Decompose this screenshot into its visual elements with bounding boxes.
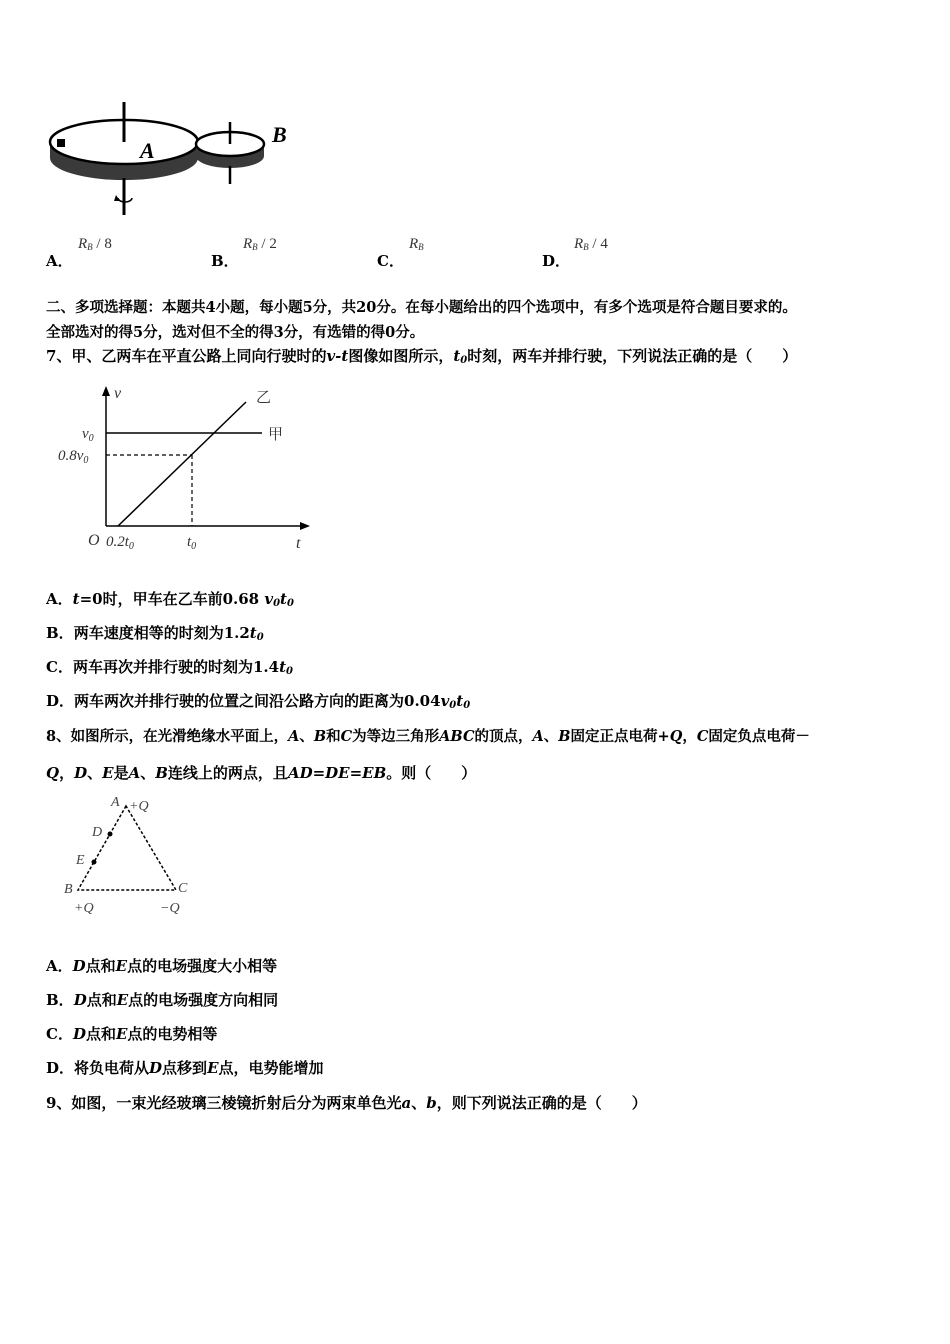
vertex-a: A — [111, 795, 120, 810]
t0-label: $t_0$ — [187, 534, 197, 552]
q6-options — [46, 236, 906, 270]
q7-option-b[interactable]: B．两车速度相等的时刻为$1.2t_0$ — [46, 624, 264, 643]
origin-label: O — [88, 532, 100, 549]
option-suffix: / 8 — [92, 236, 112, 252]
charge-a: +Q — [129, 799, 149, 814]
q6-disc-figure — [44, 100, 304, 220]
option-var: R — [409, 236, 419, 252]
q8-stem-line2: Q，D、E是A、B连线上的两点，且AD=DE=EB。则（ ） — [46, 764, 477, 782]
q6-label-b: B — [272, 122, 287, 147]
q7-vt-graph — [52, 380, 322, 555]
t02-label: $0.2t_0$ — [106, 534, 134, 552]
option-var: R — [78, 236, 88, 252]
vertex-b: B — [64, 882, 73, 897]
point-e: E — [76, 853, 85, 868]
option-sub: B — [252, 242, 258, 252]
v08-label: $0.8v_0$ — [58, 448, 89, 466]
option-sub: B — [418, 242, 424, 252]
q7-option-a[interactable]: A．t=0时，甲车在乙车前0.68 $v_0t_0$ — [46, 590, 294, 609]
q7-stem: 7、甲、乙两车在平直公路上同向行驶时的v-t图像如图所示，$t_0$时刻，两车并排行驶，下列说法正确的是（ ） — [46, 347, 798, 366]
q8-option-b[interactable]: B．D点和E点的电场强度方向相同 — [46, 991, 279, 1009]
section2-line1: 二、多项选择题：本题共4小题，每小题5分，共20分。在每小题给出的四个选项中，有多个选项是符合题目要求的。 — [46, 299, 797, 316]
option-var: R — [243, 236, 253, 252]
option-var: R — [574, 236, 584, 252]
jia-label: 甲 — [268, 425, 284, 443]
option-label: C． — [377, 252, 404, 270]
q8-option-a[interactable]: A．D点和E点的电场强度大小相等 — [46, 957, 278, 975]
option-label: B． — [211, 252, 239, 270]
q7-option-d[interactable]: D．两车两次并排行驶的位置之间沿公路方向的距离为$0.04v_0t_0$ — [46, 692, 471, 711]
option-suffix: / 2 — [257, 236, 277, 252]
option-label: D． — [542, 252, 571, 270]
option-label: A． — [46, 252, 73, 270]
option-sub: B — [87, 242, 93, 252]
q8-option-c[interactable]: C．D点和E点的电势相等 — [46, 1025, 218, 1043]
option-suffix: / 4 — [588, 236, 608, 252]
q8-stem-line1: 8、如图所示，在光滑绝缘水平面上，A、B和C为等边三角形ABC的顶点，A、B固定正点电荷+Q，C固定负点电荷－ — [46, 728, 810, 745]
q8-triangle-figure — [56, 792, 206, 922]
charge-b: +Q — [74, 901, 94, 916]
q9-stem: 9、如图，一束光经玻璃三棱镜折射后分为两束单色光a、b，则下列说法正确的是（ ） — [46, 1094, 647, 1112]
charge-c: −Q — [160, 901, 180, 916]
option-sub: B — [583, 242, 589, 252]
yi-label: 乙 — [256, 388, 272, 406]
v0-label: $v_0$ — [82, 426, 94, 444]
q7-option-c[interactable]: C．两车再次并排行驶的时刻为$1.4t_0$ — [46, 658, 293, 677]
axis-t-label: t — [296, 535, 301, 552]
vertex-c: C — [178, 881, 188, 896]
axis-v-label: v — [114, 385, 122, 402]
section2-line2: 全部选对的得5分，选对但不全的得3分，有选错的得0分。 — [46, 324, 425, 341]
q6-label-a: A — [140, 138, 155, 163]
point-d: D — [92, 825, 103, 840]
q6-option-d[interactable] — [542, 236, 742, 270]
q8-option-d[interactable]: D．将负电荷从D点移到E点，电势能增加 — [46, 1059, 324, 1077]
